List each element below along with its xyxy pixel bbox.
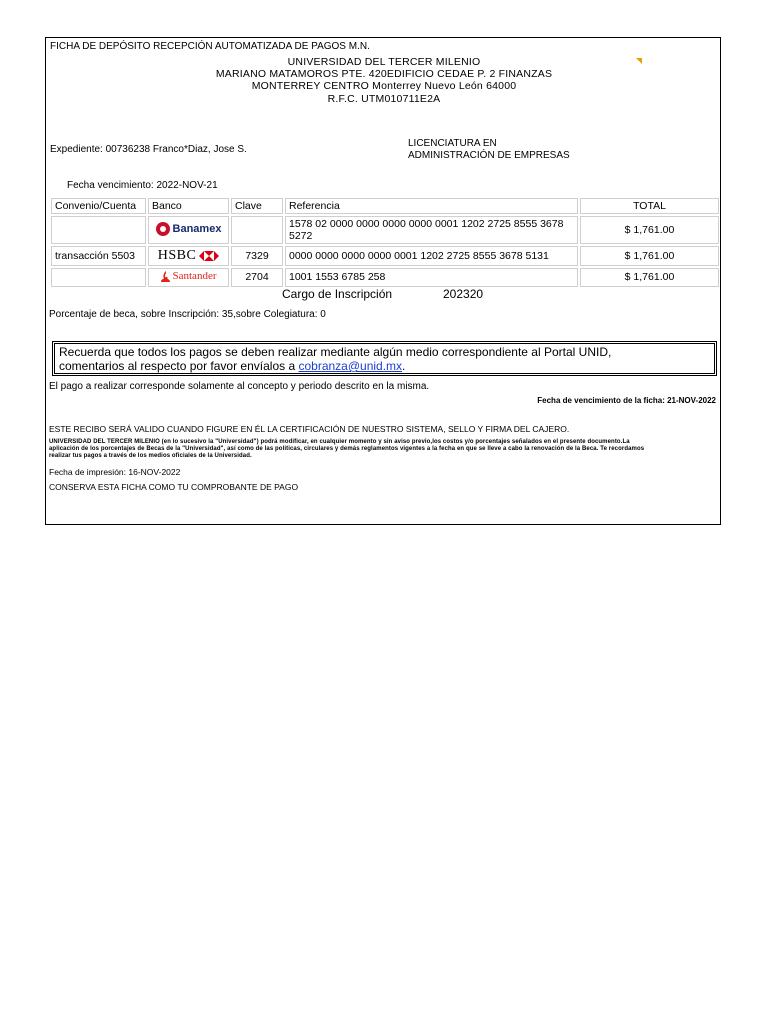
cell-clave: 2704 xyxy=(231,268,283,287)
header-referencia: Referencia xyxy=(285,198,578,214)
cell-referencia: 1578 02 0000 0000 0000 0000 0001 1202 2725 8555 3678 5272 xyxy=(285,216,578,244)
header-cuenta: Convenio/Cuenta xyxy=(51,198,146,214)
notice-text-1: Recuerda que todos los pagos se deben realizar mediante algún medio correspondiente al Portal UNID, xyxy=(59,345,612,359)
hsbc-logo-text: HSBC xyxy=(157,248,197,263)
ficha-due-date: Fecha de vencimiento de la ficha: 21-NOV-2022 xyxy=(537,396,716,405)
institution-name: UNIVERSIDAD DEL TERCER MILENIO xyxy=(287,56,481,68)
rfc: R.F.C. UTM010711E2A xyxy=(327,93,441,105)
expediente: Expediente: 00736238 Franco*Diaz, Jose S. xyxy=(50,144,247,155)
payments-table xyxy=(49,196,721,289)
email-link[interactable]: cobranza@unid.mx xyxy=(298,359,403,373)
charge-label: Cargo de Inscripción xyxy=(282,287,393,301)
program-line-2: ADMINISTRACIÓN DE EMPRESAS xyxy=(408,150,570,161)
cell-clave: 7329 xyxy=(231,246,283,266)
charge-period: 202320 xyxy=(443,287,484,301)
header-banco: Banco xyxy=(148,198,229,214)
banamex-logo-icon xyxy=(156,222,170,236)
table-row xyxy=(51,216,719,244)
table-row xyxy=(51,268,719,287)
header-clave: Clave xyxy=(231,198,283,214)
scholarship-percentage: Porcentaje de beca, sobre Inscripción: 35,sobre Colegiatura: 0 xyxy=(49,309,326,320)
cell-total: $ 1,761.00 xyxy=(580,268,719,287)
banamex-logo-text: Banamex xyxy=(172,222,222,235)
santander-logo xyxy=(161,270,217,282)
cell-referencia: 0000 0000 0000 0000 0001 1202 2725 8555 3678 5131 xyxy=(285,246,578,266)
cell-total: $ 1,761.00 xyxy=(580,216,719,244)
notice-text-2: comentarios al respecto por favor envíalos a xyxy=(59,359,299,373)
cell-clave xyxy=(231,216,283,244)
table-row xyxy=(51,246,719,266)
disclaimer-line-2: aplicación de los porcentajes de Becas de la "Universidad", así como de las políticas, circulares y demás reglamentos vigentes a la fecha en que se lleve a cabo la renovación de la Beca. Te recordamos xyxy=(49,446,645,452)
validity-note: ESTE RECIBO SERÁ VALIDO CUANDO FIGURE EN ÉL LA CERTIFICACIÓN DE NUESTRO SISTEMA, SELLO Y FIRMA DEL CAJERO. xyxy=(49,424,570,434)
address-line-1: MARIANO MATAMOROS PTE. 420EDIFICIO CEDAE P. 2 FINANZAS xyxy=(215,68,553,80)
print-date: Fecha de impresión: 16-NOV-2022 xyxy=(49,467,181,477)
santander-flame-icon xyxy=(161,271,170,282)
notice-text-3: . xyxy=(402,359,406,373)
notice-inner-box xyxy=(54,343,715,374)
payment-note: El pago a realizar corresponde solamente al concepto y periodo descrito en la misma. xyxy=(49,381,430,392)
deposit-slip xyxy=(45,37,721,525)
cell-cuenta: transacción 5503 xyxy=(51,246,146,266)
cell-banco xyxy=(148,268,229,287)
cell-banco xyxy=(148,246,229,266)
banamex-logo xyxy=(156,222,222,236)
notice-box xyxy=(52,341,717,376)
cell-cuenta xyxy=(51,268,146,287)
hsbc-hexagon-icon xyxy=(199,251,219,261)
notice-text-2-line xyxy=(59,359,710,373)
hsbc-logo xyxy=(158,248,220,264)
cell-referencia: 1001 1553 6785 258 xyxy=(285,268,578,287)
cell-banco xyxy=(148,216,229,244)
cell-cuenta xyxy=(51,216,146,244)
header-total: TOTAL xyxy=(580,198,719,214)
due-date: Fecha vencimiento: 2022-NOV-21 xyxy=(67,180,218,191)
keep-receipt-note: CONSERVA ESTA FICHA COMO TU COMPROBANTE DE PAGO xyxy=(49,482,299,492)
table-header-row xyxy=(51,198,719,214)
disclaimer-line-1: UNIVERSIDAD DEL TERCER MILENIO (en lo sucesivo la "Universidad") podrá modificar, en cualquier momento y sin aviso previo,los costos y/o porcentajes señalados en el presente documento.La xyxy=(49,439,630,445)
cell-total: $ 1,761.00 xyxy=(580,246,719,266)
program-line-1: LICENCIATURA EN xyxy=(408,138,497,149)
disclaimer-line-3: realizar tus pagos a través de los medios oficiales de la Universidad. xyxy=(49,453,252,459)
santander-logo-text: Santander xyxy=(172,270,217,282)
form-title: FICHA DE DEPÓSITO RECEPCIÓN AUTOMATIZADA DE PAGOS M.N. xyxy=(50,41,370,52)
address-line-2: MONTERREY CENTRO Monterrey Nuevo León 64000 xyxy=(251,80,517,92)
